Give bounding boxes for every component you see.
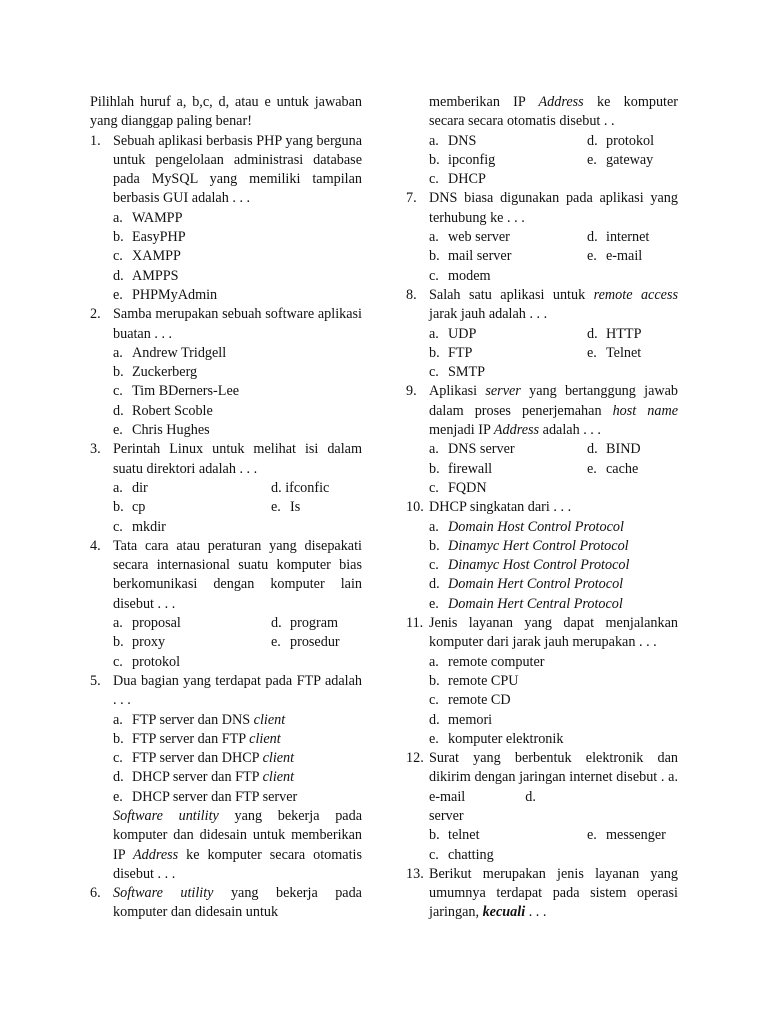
option: e. e-mail [587,248,643,265]
question-8-options [406,325,678,383]
option: b. remote CPU [429,672,519,689]
question-text: Jenis layanan yang dapat menjalankan komputer dari jarak jauh merupakan . . . [429,615,678,651]
question-text: Berikut merupakan jenis layanan yang umumnya terdapat pada sistem operasi jaringan, kecuali . . . [429,865,678,921]
question-number: 1. [90,132,101,149]
option: b. telnet [429,827,480,844]
option: a. dir [113,479,148,496]
question-6 [90,884,362,923]
question-12-options [406,826,678,865]
question-number: 10. [406,499,424,516]
option: c. mkdir [113,518,166,535]
option: d. internet [587,229,650,246]
question-text: Software utility yang bekerja pada komputer dan didesain untuk [113,885,362,921]
option: b. FTP server dan FTP client [113,730,281,747]
question-number: 4. [90,537,101,554]
question-number: 12. [406,750,424,767]
question-6-options [406,132,678,190]
option: b. ipconfig [429,151,496,168]
question-number: 13. [406,865,424,882]
option: a. UDP [429,325,477,342]
option: a. DNS [429,132,477,149]
option: c. XAMPP [113,248,181,265]
option: e. Is [271,499,301,516]
option: d. HTTP [587,325,642,342]
option: c. SMTP [429,364,486,381]
question-9 [406,382,678,440]
option: d. DHCP server dan FTP client [113,769,295,786]
option: a. Andrew Tridgell [113,344,227,361]
option: c. remote CD [429,692,511,709]
option: e. cache [587,460,639,477]
question-text: Tata cara atau peraturan yang disepakati secara internasional suatu komputer bias berkomunikasi dengan komputer lain disebut . . . [113,537,362,612]
question-12 [406,749,678,826]
question-4 [90,537,362,614]
question-number: 6. [90,885,101,902]
question-text: Perintah Linux untuk melihat isi dalam suatu direktori adalah . . . [113,441,362,477]
option: e. komputer elektronik [429,730,564,747]
option: c. Dinamyc Host Control Protocol [429,557,630,574]
option: e. prosedur [271,634,340,651]
question-1 [90,132,362,209]
option: a. DNS server [429,441,515,458]
question-text: DHCP singkatan dari . . . [429,499,572,516]
question-text: Salah satu aplikasi untuk remote access jarak jauh adalah . . . [429,286,678,323]
option: e. Telnet [587,344,642,361]
option: e. gateway [587,151,654,168]
option: d. Robert Scoble [113,402,213,419]
option: b. Dinamyc Hert Control Protocol [429,537,629,554]
question-text: Surat yang berbentuk elektronik dan dikirim dengan jaringan internet disebut . a. e-mail d. server [429,750,678,824]
option: d. ifconfic [271,479,330,496]
option: c. FTP server dan DHCP client [113,750,295,767]
left-column [90,93,362,923]
question-text: Aplikasi server yang bertanggung jawab dalam proses penerjemahan host name menjadi IP Address adalah . . . [429,383,679,439]
option: a. proposal [113,615,181,632]
option: b. FTP [429,344,473,361]
option: e. PHPMyAdmin [113,286,218,303]
question-text: Samba merupakan sebuah software aplikasi buatan . . . [113,306,362,342]
option: d. protokol [587,132,655,149]
question-6-continued: memberikan IP Address ke komputer secara secara otomatis disebut . . [429,94,678,130]
option: a. web server [429,229,510,246]
option: a. remote computer [429,653,545,670]
question-3 [90,440,362,479]
instruction: Pilihlah huruf a, b,c, d, atau e untuk jawaban yang dianggap paling benar! [90,94,362,130]
option: b. Zuckerberg [113,364,198,381]
question-2-options [90,344,362,440]
question-8 [406,286,678,325]
option: d. program [271,615,339,632]
option: c. DHCP [429,171,486,188]
option: a. Domain Host Control Protocol [429,518,624,535]
option: a. WAMPP [113,209,183,226]
option: d. AMPPS [113,267,179,284]
question-2 [90,305,362,344]
question-10 [406,498,678,517]
question-10-options [406,518,678,614]
option: c. Tim BDerners-Lee [113,383,240,400]
option: c. chatting [429,846,494,863]
question-3-options [90,479,362,537]
option: b. cp [113,499,146,516]
question-number: 11. [406,615,424,632]
question-number: 9. [406,383,417,400]
option: c. protokol [113,653,181,670]
option: e. Domain Hert Central Protocol [429,595,623,612]
question-7-options [406,228,678,286]
question-number: 7. [406,190,417,207]
question-text: Sebuah aplikasi berbasis PHP yang berguna untuk pengelolaan administrasi database pada MySQL yang memiliki tampilan berbasis GUI adalah . . . [113,132,362,207]
question-9-options [406,440,678,498]
option: d. BIND [587,441,641,458]
option: e. Chris Hughes [113,422,210,439]
right-column [406,93,678,923]
question-5 [90,672,362,711]
question-text: DNS biasa digunakan pada aplikasi yang terhubung ke . . . [429,190,678,226]
option: d. memori [429,711,493,728]
option: a. FTP server dan DNS client [113,711,286,728]
question-text: Dua bagian yang terdapat pada FTP adalah . . . [113,672,362,709]
option: d. Domain Hert Control Protocol [429,576,624,593]
option: e. DHCP server dan FTP server [113,788,298,805]
option: b. EasyPHP [113,229,186,246]
question-number: 8. [406,286,417,303]
question-7 [406,189,678,228]
option: b. proxy [113,634,166,651]
question-number: 5. [90,672,101,689]
question-number: 2. [90,306,101,323]
question-11-options [406,653,678,749]
option: b. firewall [429,460,493,477]
question-5-options [90,711,362,807]
question-11 [406,614,678,653]
option: b. mail server [429,248,512,265]
question-number: 3. [90,441,101,458]
option: e. messenger [587,827,666,844]
option: c. FQDN [429,479,487,496]
option: c. modem [429,267,491,284]
question-13 [406,865,678,923]
stray-paragraph: Software untility yang bekerja pada komputer dan didesain untuk memberikan IP Address ke komputer secara otomatis disebut . . . [113,807,362,882]
question-1-options [90,209,362,305]
question-4-options [90,614,362,672]
